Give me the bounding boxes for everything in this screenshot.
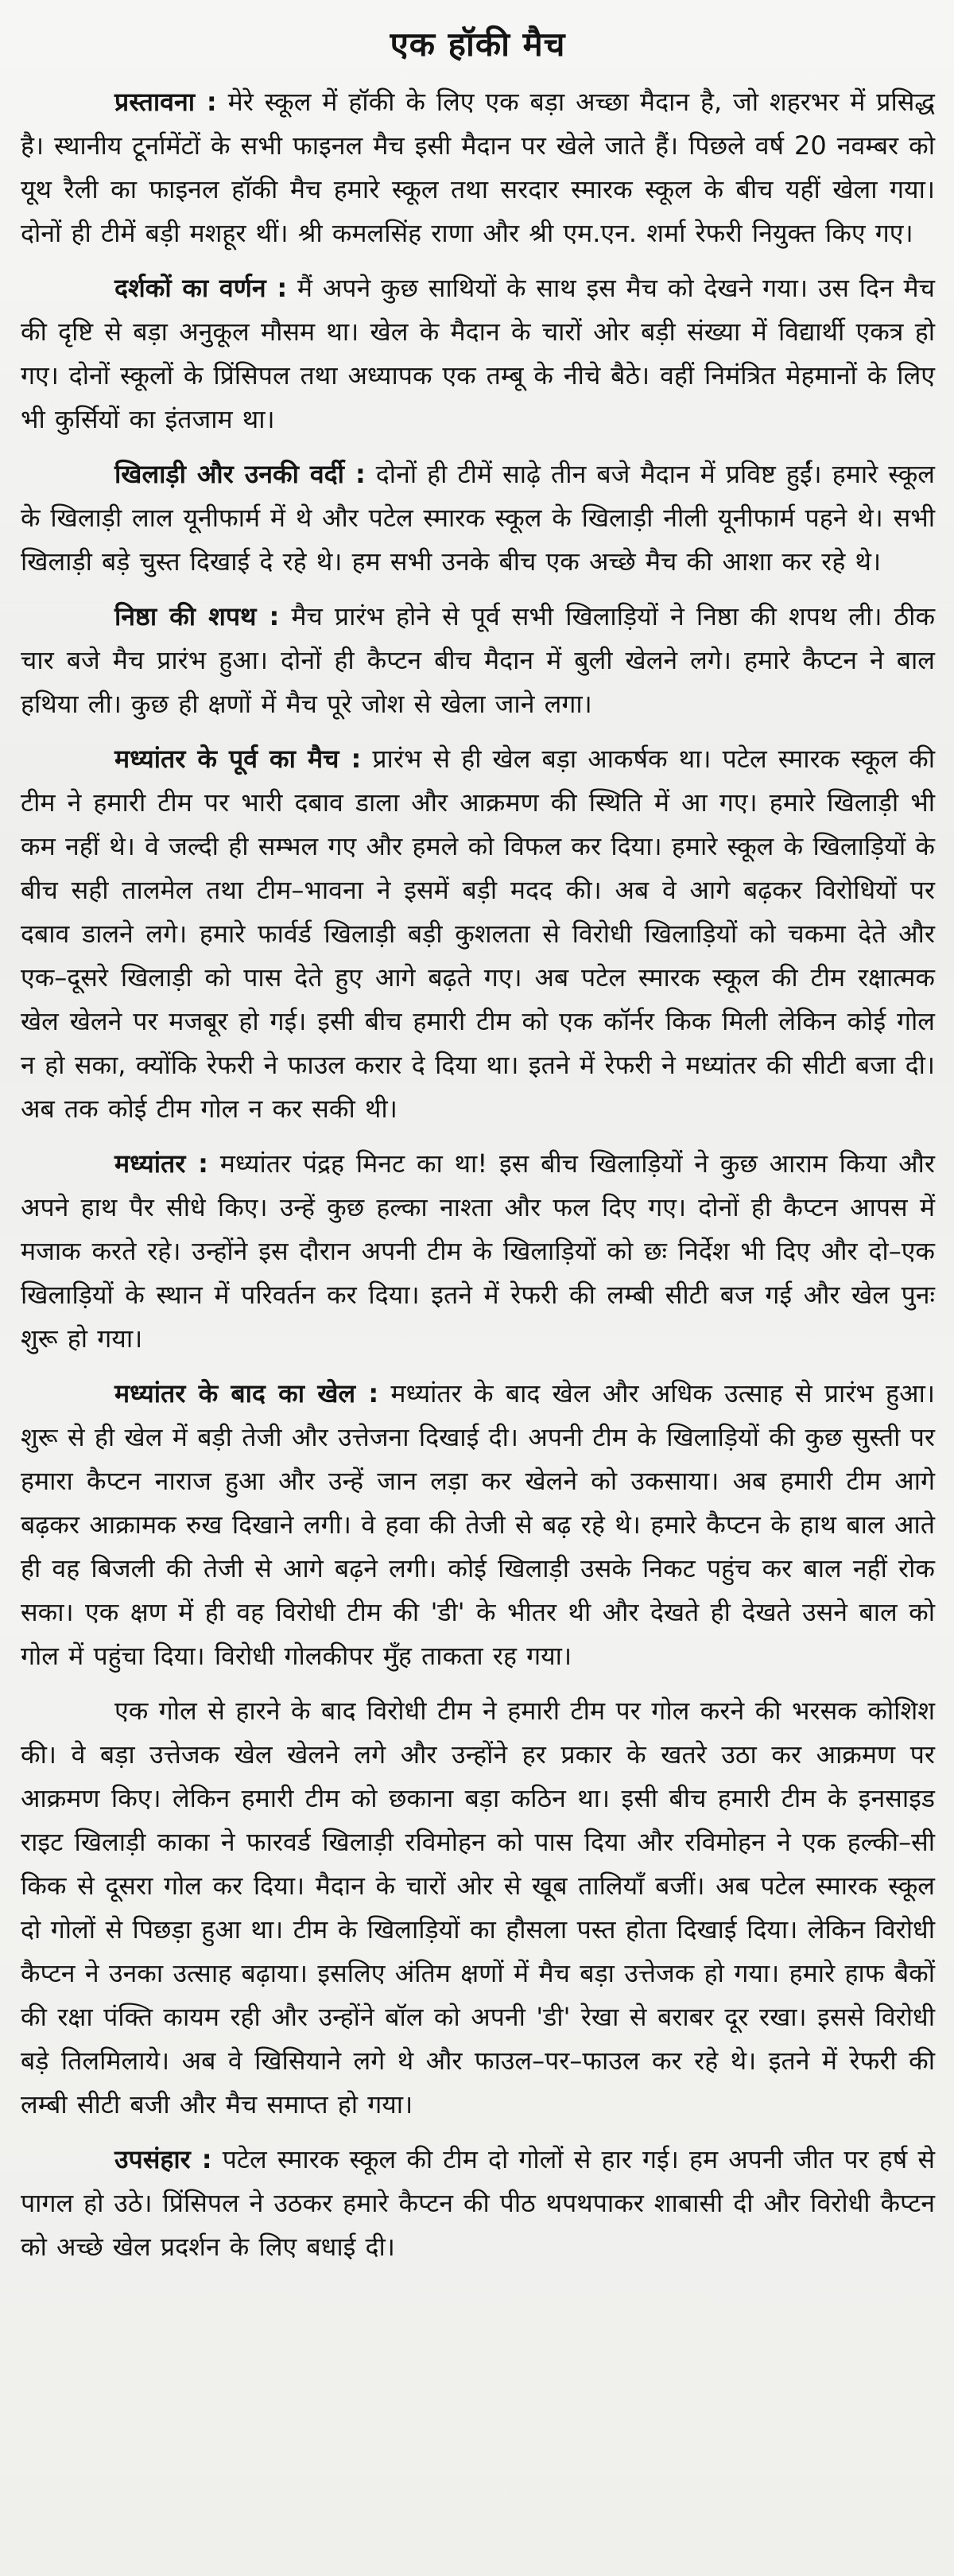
paragraph-text: मेरे स्कूल में हॉकी के लिए एक बड़ा अच्छा मैदान है, जो शहरभर में प्रसिद्ध है। स्थानीय टूर्नामेंटों के सभी फाइनल मैच इसी मैदान पर खेले जाते हैं। पिछले वर्ष 20 नवम्बर को यूथ रैली का फाइनल हॉकी मैच हमारे स्कूल तथा सरदार स्मारक स्कूल के बीच यहीं खेला गया। दोनों ही टीमें बड़ी मशहूर थीं। श्री कमलसिंह राणा और श्री एम.एन. शर्मा रेफरी नियुक्त किए गए। — [21, 87, 935, 248]
paragraph-first-half — [21, 737, 935, 1131]
paragraph-text: मैच प्रारंभ होने से पूर्व सभी खिलाड़ियों ने निष्ठा की शपथ ली। ठीक चार बजे मैच प्रारंभ हुआ। दोनों ही कैप्टन बीच मैदान में बुली खेलने लगे। हमारे कैप्टन ने बाल हथिया ली। कुछ ही क्षणों में मैच पूरे जोश से खेला जाने लगा। — [21, 601, 936, 719]
paragraph-text: प्रारंभ से ही खेल बड़ा आकर्षक था। पटेल स्मारक स्कूल की टीम ने हमारी टीम पर भारी दबाव डाला और आक्रमण की स्थिति में आ गए। हमारे खिलाड़ी भी कम नहीं थे। वे जल्दी ही सम्भल गए और हमले को विफल कर दिया। हमारे स्कूल के खिलाड़ियों के बीच सही तालमेल तथा टीम–भावना ने इसमें बड़ी मदद की। अब वे आगे बढ़कर विरोधियों पर दबाव डालने लगे। हमारे फार्वर्ड खिलाड़ी बड़ी कुशलता से विरोधी खिलाड़ियों को चकमा देते और एक–दूसरे खिलाड़ी को पास देते हुए आगे बढ़ते गए। अब पटेल स्मारक स्कूल की टीम रक्षात्मक खेल खेलने पर मजबूर हो गई। इसी बीच हमारी टीम को एक कॉर्नर किक मिली लेकिन कोई गोल न हो सका, क्योंकि रेफरी ने फाउल करार दे दिया था। इतने में रेफरी ने मध्यांतर की सीटी बजा दी। अब तक कोई टीम गोल न कर सकी थी। — [21, 744, 935, 1124]
paragraph-heading: उपसंहार : — [114, 2144, 212, 2174]
paragraph-text: एक गोल से हारने के बाद विरोधी टीम ने हमारी टीम पर गोल करने की भरसक कोशिश की। वे बड़ा उत्तेजक खेल खेलने लगे और उन्होंने हर प्रकार के खतरे उठा कर आक्रमण पर आक्रमण किए। लेकिन हमारी टीम को छकाना बड़ा कठिन था। इसी बीच हमारी टीम के इनसाइड राइट खिलाड़ी काका ने फारवर्ड खिलाड़ी रविमोहन को पास दिया और रविमोहन ने एक हल्की–सी किक से दूसरा गोल कर दिया। मैदान के चारों ओर से खूब तालियाँ बजीं। अब पटेल स्मारक स्कूल दो गोलों से पिछड़ा हुआ था। टीम के खिलाड़ियों का हौसला पस्त होता दिखाई दिया। लेकिन विरोधी कैप्टन ने उनका उत्साह बढ़ाया। इसलिए अंतिम क्षणों में मैच बड़ा उत्तेजक हो गया। हमारे हाफ बैकों की रक्षा पंक्ति कायम रही और उन्होंने बॉल को अपनी 'डी' रेखा से बराबर दूर रखा। इससे विरोधी बड़े तिलमिलाये। अब वे खिसियाने लगे थे और फाउल–पर–फाउल कर रहे थे। इतने में रेफरी की लम्बी सीटी बजी और मैच समाप्त हो गया। — [21, 1696, 935, 2119]
paragraph-text: मध्यांतर पंद्रह मिनट का था! इस बीच खिलाड़ियों ने कुछ आराम किया और अपने हाथ पैर सीधे किए। उन्हें कुछ हल्का नाश्ता और फल दिए गए। दोनों ही कैप्टन आपस में मजाक करते रहे। उन्होंने इस दौरान अपनी टीम के खिलाड़ियों को छः निर्देश भी दिए और दो–एक खिलाड़ियों के स्थान में परिवर्तन कर दिया। इतने में रेफरी की लम्बी सीटी बज गई और खेल पुनः शुरू हो गया। — [21, 1148, 936, 1354]
paragraph-heading: निष्ठा की शपथ : — [114, 601, 280, 631]
paragraph-text: मैं अपने कुछ साथियों के साथ इस मैच को देखने गया। उस दिन मैच की दृष्टि से बड़ा अनुकूल मौसम था। खेल के मैदान के चारों ओर बड़ी संख्या में विद्यार्थी एकत्र हो गए। दोनों स्कूलों के प्रिंसिपल तथा अध्यापक एक तम्बू के नीचे बैठे। वहीं निमंत्रित मेहमानों के लिए भी कुर्सियों का इंतजाम था। — [21, 273, 936, 434]
paragraph-heading: दर्शकों का वर्णन : — [114, 273, 288, 303]
essay-title: एक हॉकी मैच — [390, 25, 566, 64]
paragraph-text: पटेल स्मारक स्कूल की टीम दो गोलों से हार गई। हम अपनी जीत पर हर्ष से पागल हो उठे। प्रिंसिपल ने उठकर हमारे कैप्टन की पीठ थपथपाकर शाबासी दी और विरोधी कैप्टन को अच्छे खेल प्रदर्शन के लिए बधाई दी। — [21, 2144, 935, 2262]
paragraph-text: दोनों ही टीमें साढ़े तीन बजे मैदान में प्रविष्ट हुईं। हमारे स्कूल के खिलाड़ी लाल यूनीफार्म में थे और पटेल स्मारक स्कूल के खिलाड़ी नीली यूनीफार्म पहने थे। सभी खिलाड़ी बड़े चुस्त दिखाई दे रहे थे। हम सभी उनके बीच एक अच्छे मैच की आशा कर रहे थे। — [21, 459, 935, 577]
paragraph-heading: मध्यांतर के पूर्व का मैच : — [114, 744, 362, 774]
paragraph-second-goal — [21, 1689, 935, 2127]
paragraph-heading: मध्यांतर : — [114, 1148, 208, 1179]
paragraph-conclusion — [21, 2138, 935, 2269]
paragraph-text: मध्यांतर के बाद खेल और अधिक उत्साह से प्रारंभ हुआ। शुरू से ही खेल में बड़ी तेजी और उत्तेजना दिखाई दी। अपनी टीम के खिलाड़ियों की कुछ सुस्ती पर हमारा कैप्टन नाराज हुआ और उन्हें जान लड़ा कर खेलने को उकसाया। अब हमारी टीम आगे बढ़कर आक्रामक रुख दिखाने लगी। वे हवा की तेजी से बढ़ रहे थे। हमारे कैप्टन के हाथ बाल आते ही वह बिजली की तेजी से आगे बढ़ने लगी। कोई खिलाड़ी उसके निकट पहुंच कर बाल नहीं रोक सका। एक क्षण में ही वह विरोधी टीम की 'डी' के भीतर थी और देखते ही देखते उसने बाल को गोल में पहुंचा दिया। विरोधी गोलकीपर मुँह ताकता रह गया। — [21, 1378, 936, 1671]
paragraph-heading: प्रस्तावना : — [114, 87, 217, 117]
paragraph-interval — [21, 1142, 935, 1361]
paragraph-second-half — [21, 1372, 935, 1678]
paragraph-heading: खिलाड़ी और उनकी वर्दी : — [114, 459, 366, 489]
paragraph-introduction — [21, 80, 935, 255]
paragraph-heading: मध्यांतर के बाद का खेल : — [114, 1378, 379, 1408]
paragraph-oath — [21, 595, 935, 726]
paragraph-players-uniform — [21, 453, 935, 584]
paragraph-spectators — [21, 266, 935, 441]
